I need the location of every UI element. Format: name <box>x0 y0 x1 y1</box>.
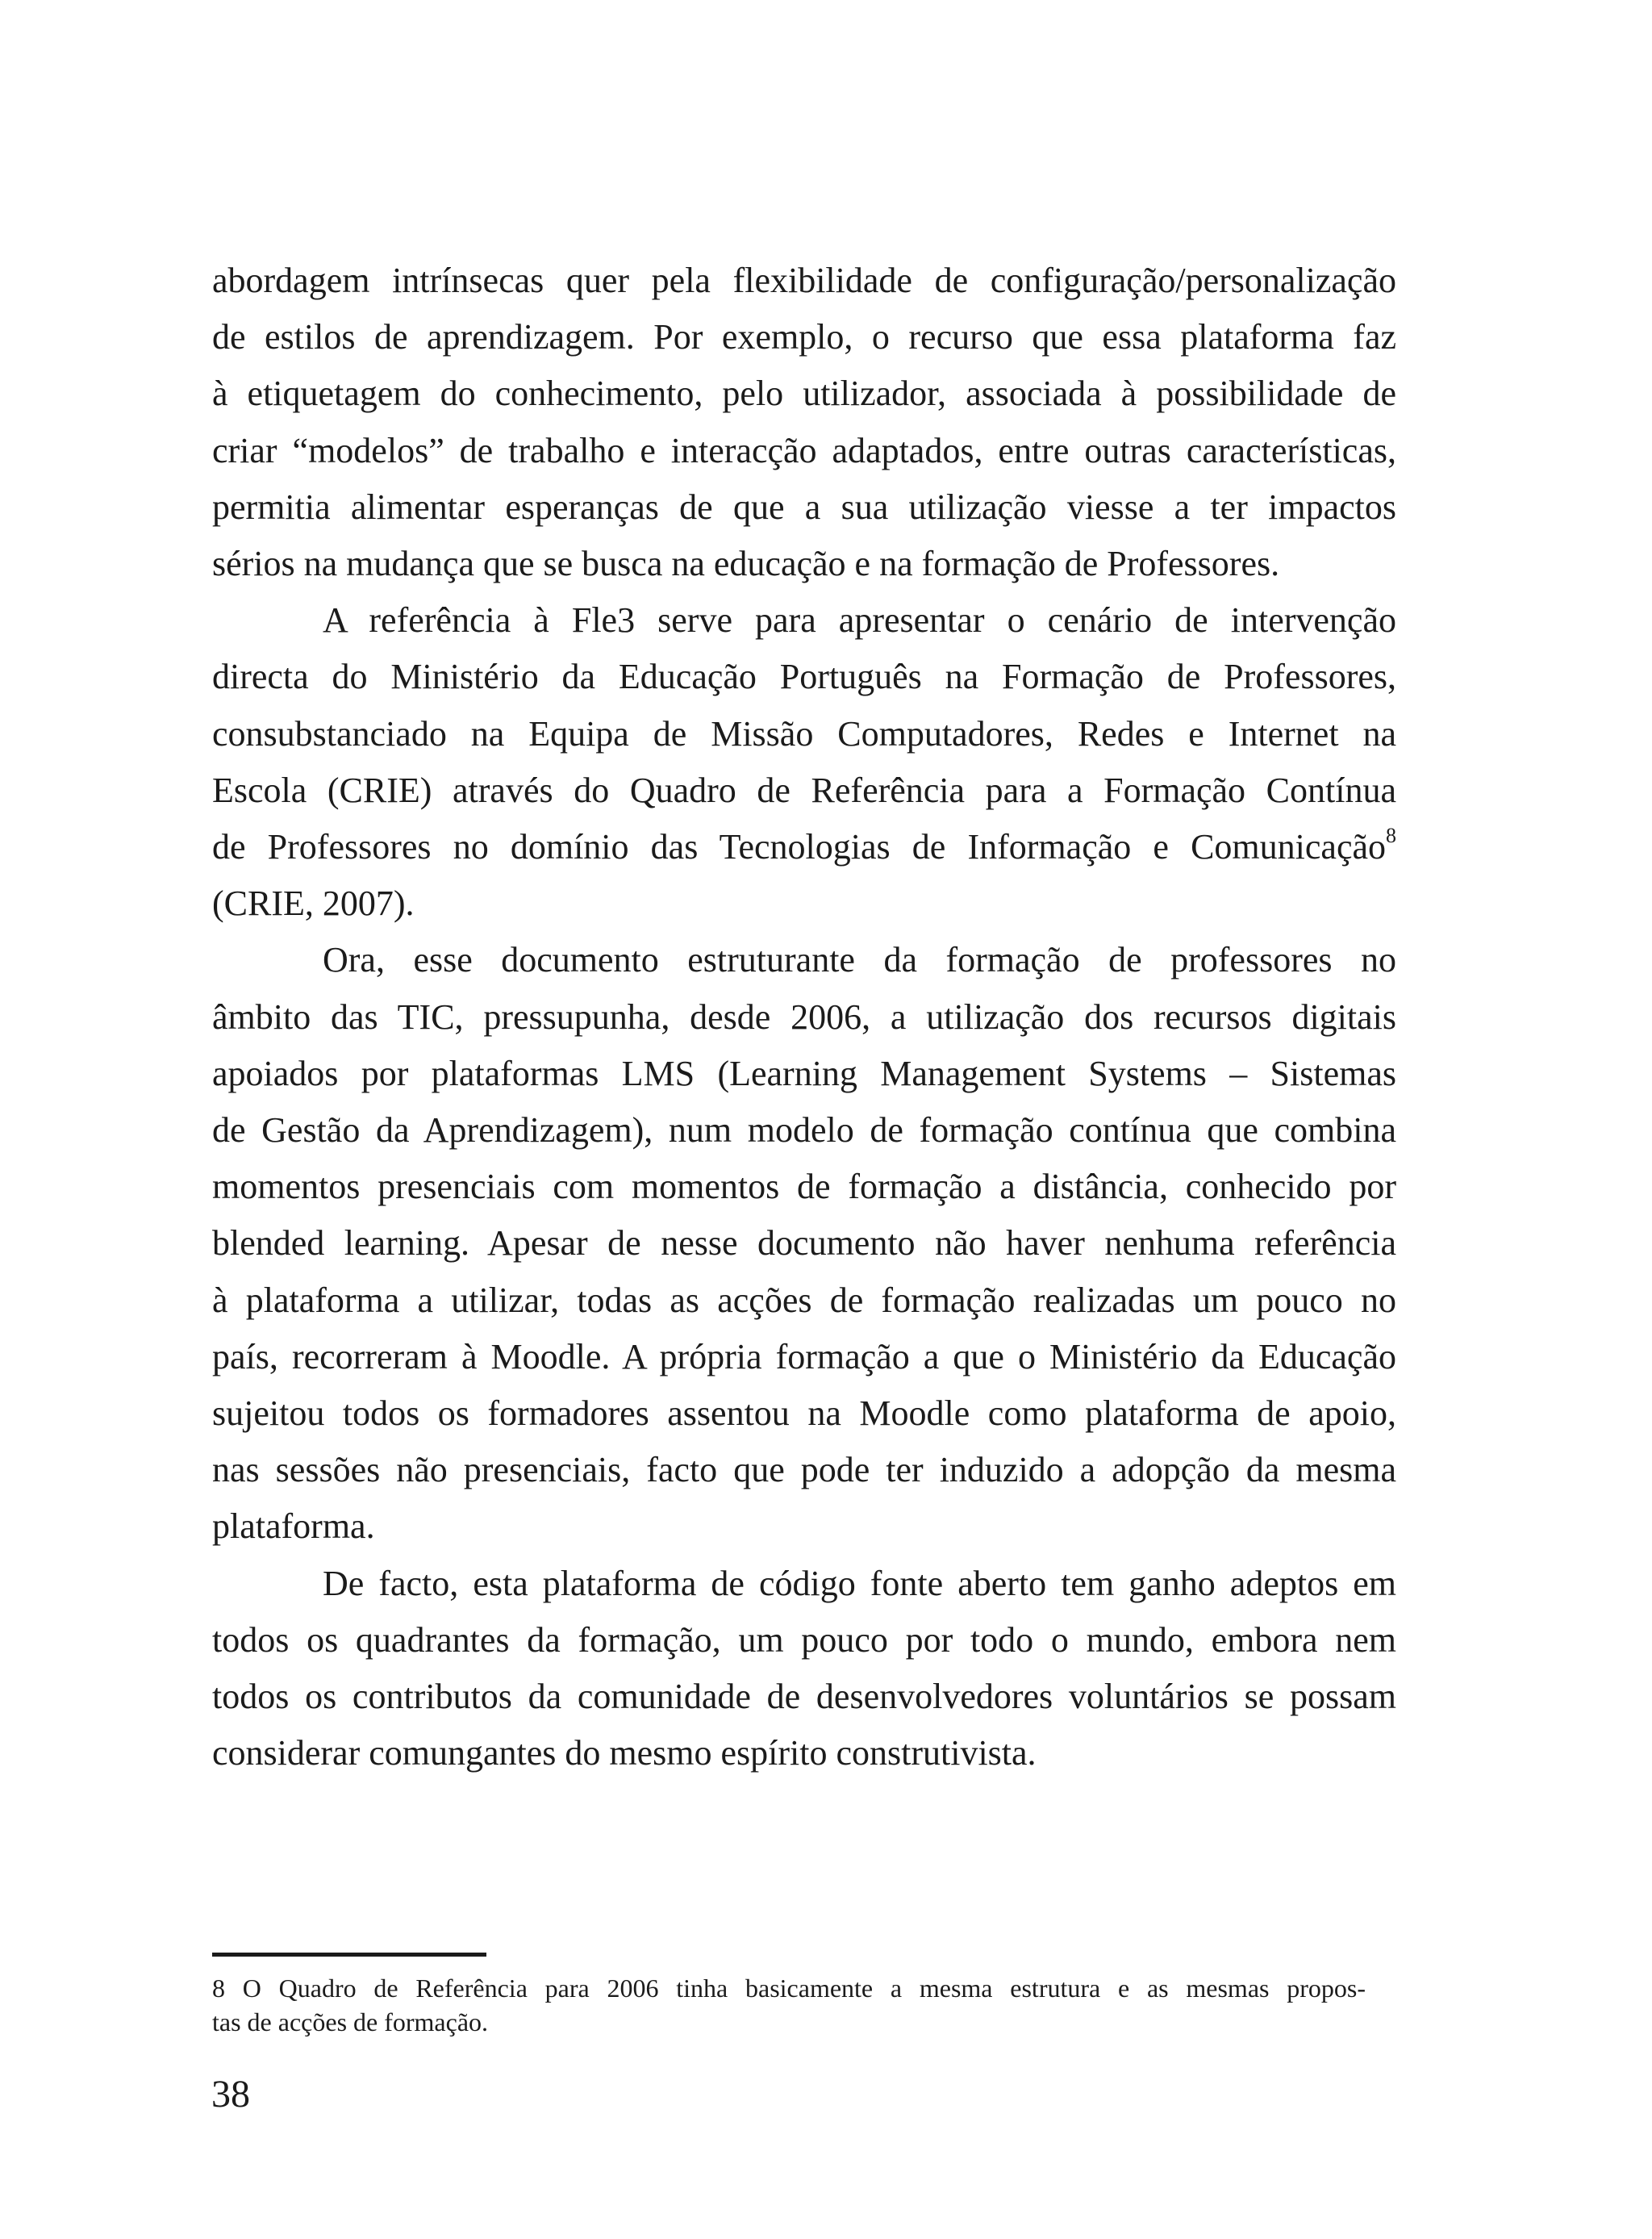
text-line: consubstanciado na Equipa de Missão Computadores, Redes e Internet na <box>212 713 1396 754</box>
text-line: de estilos de aprendizagem. Por exemplo, o recurso que essa plataforma faz <box>212 317 1396 357</box>
text-line: todos os contributos da comunidade de desenvolvedores voluntários se possam <box>212 1677 1396 1717</box>
text-line: à etiquetagem do conhecimento, pelo utilizador, associada à possibilidade de <box>212 374 1396 414</box>
footnote-divider <box>212 1953 486 1957</box>
footnote <box>212 1971 1366 2039</box>
text-line: sérios na mudança que se busca na educação e na formação de Professores. <box>212 544 1280 584</box>
paragraph-4 <box>212 1556 1396 1782</box>
text-line-with-footnote-ref <box>212 819 1396 875</box>
text-line: plataforma. <box>212 1506 375 1547</box>
text-line: sujeitou todos os formadores assentou na Moodle como plataforma de apoio, <box>212 1393 1396 1434</box>
text-line: abordagem intrínsecas quer pela flexibilidade de configuração/personalização <box>212 261 1396 300</box>
body-text <box>212 253 1396 1782</box>
text-line: Escola (CRIE) através do Quadro de Referência para a Formação Contínua <box>212 770 1396 810</box>
text-line: apoiados por plataformas LMS (Learning Management Systems – Sistemas <box>212 1053 1396 1093</box>
text-line: Ora, esse documento estruturante da formação de professores no <box>323 940 1396 980</box>
footnote-reference[interactable]: 8 <box>1386 824 1396 848</box>
text-line: nas sessões não presenciais, facto que pode ter induzido a adopção da mesma <box>212 1450 1396 1490</box>
page-number: 38 <box>211 2073 250 2116</box>
text-line: blended learning. Apesar de nesse documento não haver nenhuma referência <box>212 1223 1396 1264</box>
text-line: de Gestão da Aprendizagem), num modelo de formação contínua que combina <box>212 1110 1396 1151</box>
text-line: A referência à Fle3 serve para apresentar o cenário de intervenção <box>323 600 1396 641</box>
text-line: de Professores no domínio das Tecnologias de Informação e Comunicação <box>212 827 1386 867</box>
text-line: momentos presenciais com momentos de formação a distância, conhecido por <box>212 1167 1396 1207</box>
footnote-line: 8 O Quadro de Referência para 2006 tinha basicamente a mesma estrutura e as mesmas propos- <box>212 1974 1366 2003</box>
text-line: considerar comungantes do mesmo espírito construtivista. <box>212 1733 1037 1773</box>
text-line: De facto, esta plataforma de código fonte aberto tem ganho adeptos em <box>323 1563 1396 1603</box>
text-line: permitia alimentar esperanças de que a sua utilização viesse a ter impactos <box>212 487 1396 527</box>
text-line: directa do Ministério da Educação Português na Formação de Professores, <box>212 657 1396 697</box>
text-line: (CRIE, 2007). <box>212 883 415 924</box>
text-line: país, recorreram à Moodle. A própria formação a que o Ministério da Educação <box>212 1336 1396 1376</box>
paragraph-3 <box>212 932 1396 1555</box>
paragraph-2 <box>212 592 1396 932</box>
text-line: âmbito das TIC, pressupunha, desde 2006, a utilização dos recursos digitais <box>212 996 1396 1037</box>
text-line: criar “modelos” de trabalho e interacção adaptados, entre outras características, <box>212 430 1396 470</box>
footnote-line: tas de acções de formação. <box>212 2007 489 2036</box>
text-line: todos os quadrantes da formação, um pouco por todo o mundo, embora nem <box>212 1619 1396 1660</box>
paragraph-1 <box>212 253 1396 592</box>
text-line: à plataforma a utilizar, todas as acções de formação realizadas um pouco no <box>212 1280 1396 1320</box>
